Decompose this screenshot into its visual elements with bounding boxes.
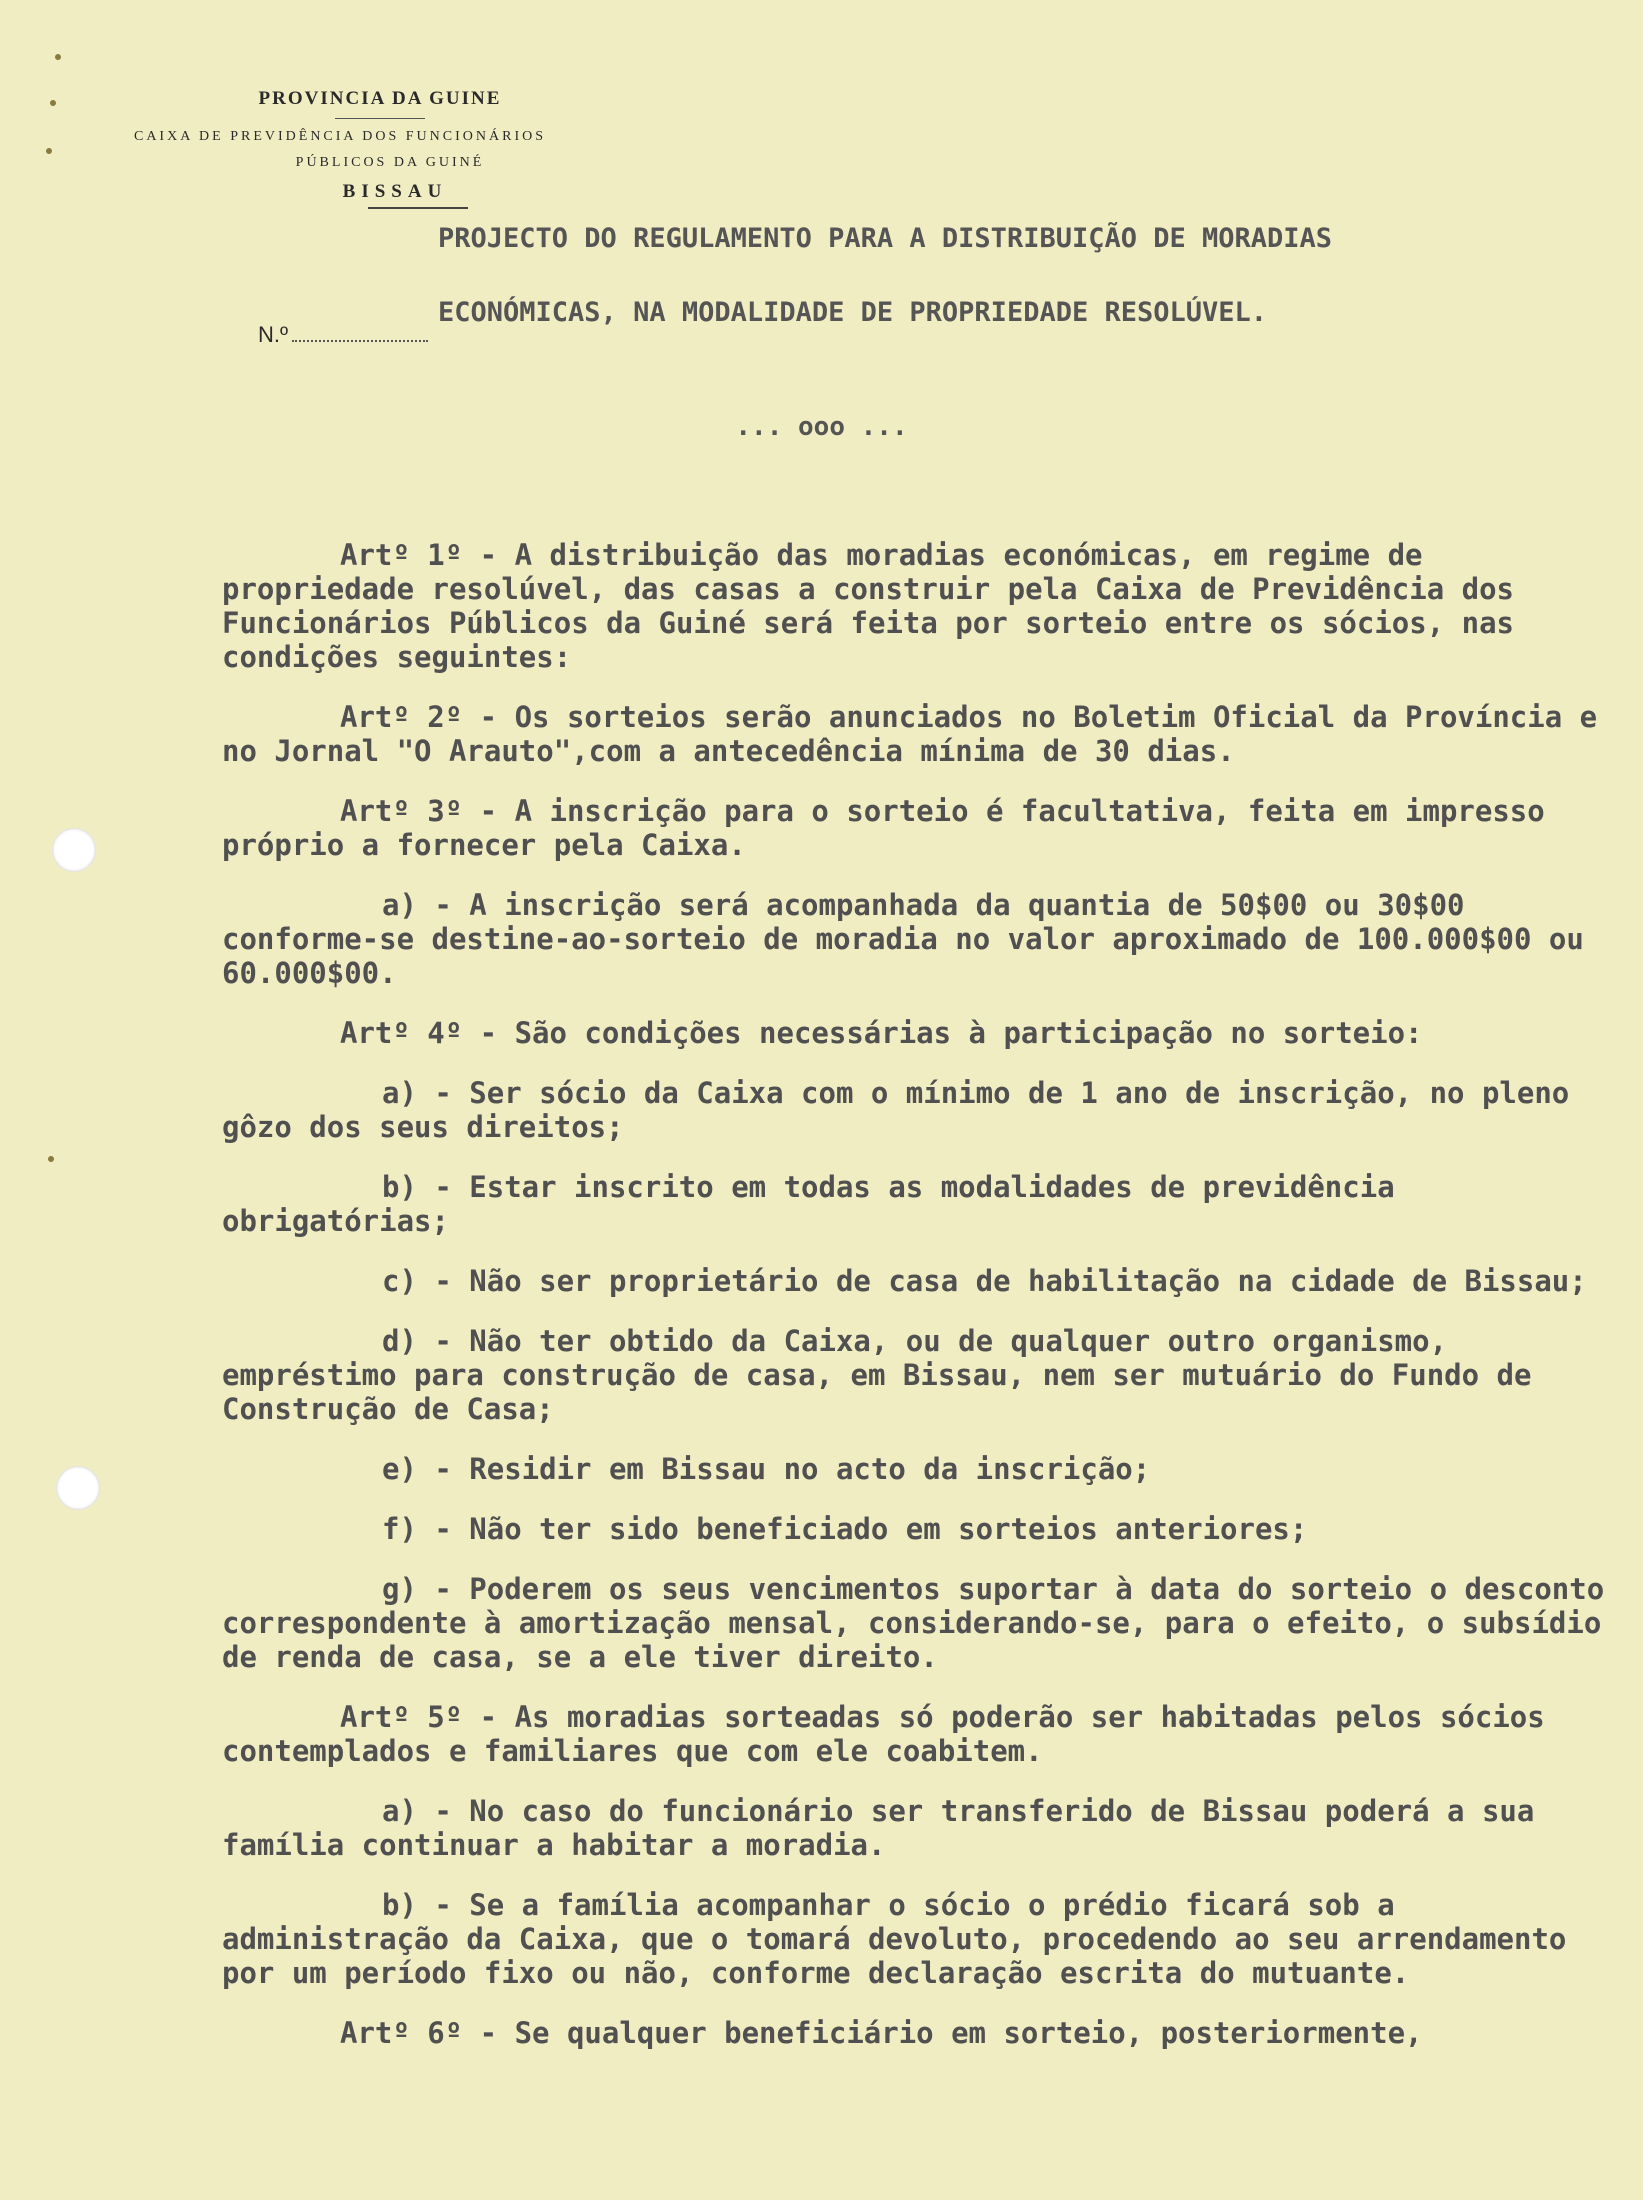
letterhead-institution: CAIXA DE PREVIDÊNCIA DOS FUNCIONÁRIOS xyxy=(133,129,547,144)
article-paragraph: Artº 6º - Se qualquer beneficiário em sorteio, posteriormente, xyxy=(340,2016,1423,2050)
letterhead xyxy=(60,88,620,209)
sub-item-paragraph: c) - Não ser proprietário de casa de habilitação na cidade de Bissau; xyxy=(382,1264,1587,1298)
title-line-1: PROJECTO DO REGULAMENTO PARA A DISTRIBUIÇÃO DE MORADIAS xyxy=(438,223,1333,254)
sub-item-paragraph: b) - Estar inscrito em todas as modalidades de previdência obrigatórias; xyxy=(222,1170,1395,1238)
section-separator: ... ooo ... xyxy=(735,412,908,442)
article-paragraph: Artº 1º - A distribuição das moradias económicas, em regime de propriedade resolúvel, das casas a construir pela Caixa de Previdência dos Funcionários Públicos da Guiné será feita por sorteio entre os sócios, nas condições seguintes: xyxy=(222,538,1515,674)
document-number-blank xyxy=(292,340,428,342)
paper-speck xyxy=(50,100,56,106)
letterhead-city: BISSAU xyxy=(342,181,448,202)
document-number xyxy=(258,322,428,348)
article-paragraph: Artº 4º - São condições necessárias à participação no sorteio: xyxy=(340,1016,1423,1050)
letterhead-province: PROVINCIA DA GUINE xyxy=(258,88,502,109)
paragraph-list xyxy=(222,538,1612,2050)
article-paragraph: Artº 3º - A inscrição para o sorteio é facultativa, feita em impresso próprio a fornecer pela Caixa. xyxy=(222,794,1545,862)
punch-hole xyxy=(52,828,96,872)
document-title xyxy=(438,202,1578,350)
paper-speck xyxy=(46,148,52,154)
sub-item-paragraph: a) - Ser sócio da Caixa com o mínimo de 1 ano de inscrição, no pleno gôzo dos seus direitos; xyxy=(222,1076,1570,1144)
article-paragraph: Artº 5º - As moradias sorteadas só poderão ser habitadas pelos sócios contemplados e familiares que com ele coabitem. xyxy=(222,1700,1545,1768)
sub-item-paragraph: e) - Residir em Bissau no acto da inscrição; xyxy=(382,1452,1151,1486)
sub-item-paragraph: f) - Não ter sido beneficiado em sorteios anteriores; xyxy=(382,1512,1308,1546)
punch-hole xyxy=(56,1466,100,1510)
sub-item-paragraph: b) - Se a família acompanhar o sócio o prédio ficará sob a administração da Caixa, que o tomará devoluto, procedendo ao seu arrendamento por um período fixo ou não, conforme declaração escrita do mutuante. xyxy=(222,1888,1567,1990)
document-number-label: N.º xyxy=(258,322,289,347)
title-line-2: ECONÓMICAS, NA MODALIDADE DE PROPRIEDADE RESOLÚVEL. xyxy=(438,297,1268,328)
paper-speck xyxy=(55,54,61,60)
regulation-body xyxy=(222,538,1612,2076)
sub-item-paragraph: g) - Poderem os seus vencimentos suportar à data do sorteio o desconto correspondente à amortização mensal, considerando-se, para o efeito, o subsídio de renda de casa, se a ele tiver direito. xyxy=(222,1572,1605,1674)
letterhead-rule xyxy=(335,118,425,119)
sub-item-paragraph: a) - No caso do funcionário ser transferido de Bissau poderá a sua família continuar a habitar a moradia. xyxy=(222,1794,1535,1862)
paper-speck xyxy=(48,1156,54,1162)
sub-item-paragraph: d) - Não ter obtido da Caixa, ou de qualquer outro organismo, empréstimo para construção de casa, em Bissau, nem ser mutuário do Fundo de Construção de Casa; xyxy=(222,1324,1532,1426)
article-paragraph: Artº 2º - Os sorteios serão anunciados no Boletim Oficial da Província e no Jornal "O Arauto",com a antecedência mínima de 30 dias. xyxy=(222,700,1598,768)
letterhead-institution-line2: PÚBLICOS DA GUINÉ xyxy=(295,155,485,170)
sub-item-paragraph: a) - A inscrição será acompanhada da quantia de 50$00 ou 30$00 conforme-se destine-ao-sorteio de moradia no valor aproximado de 100.000$00 ou 60.000$00. xyxy=(222,888,1584,990)
